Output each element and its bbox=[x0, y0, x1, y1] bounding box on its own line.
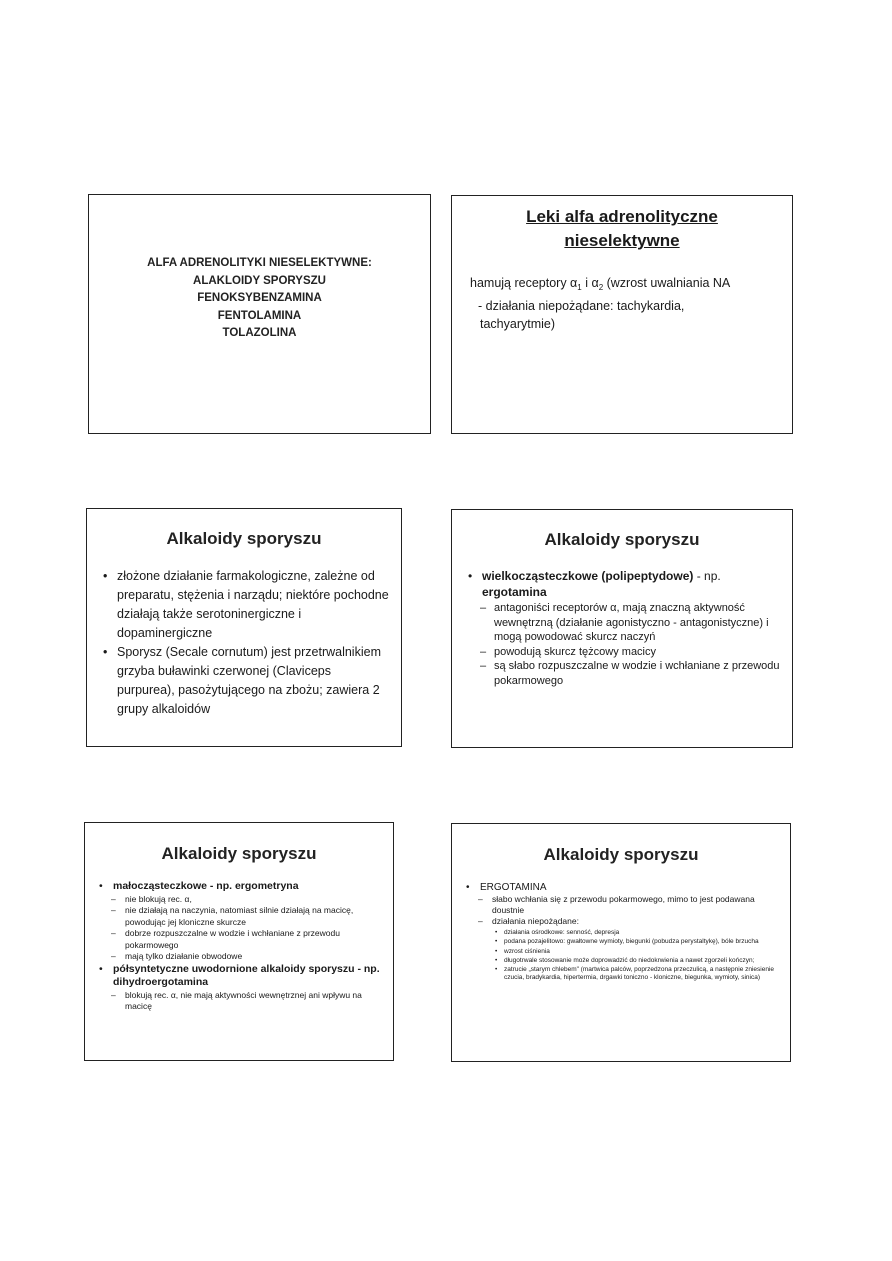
sub-item: – mają tylko działanie obwodowe bbox=[111, 951, 385, 963]
sub-item: – antagoniści receptorów α, mają znaczną aktywność wewnętrzną (działanie agonistyczno - antagonistyczne) i mogą powodować skurcz naczyń bbox=[480, 601, 784, 645]
sub-item: – dobrze rozpuszczalne w wodzie i wchłaniane z przewodu pokarmowego bbox=[111, 928, 385, 951]
bullet-list bbox=[101, 567, 391, 719]
slide-title: Alkaloidy sporyszu bbox=[161, 844, 317, 863]
bullet-list bbox=[466, 568, 784, 688]
sub-list bbox=[97, 894, 385, 963]
sub-item: – nie blokują rec. α, bbox=[111, 894, 385, 906]
slide-1-line: ALFA ADRENOLITYKI NIESELEKTYWNE: bbox=[147, 257, 372, 269]
sub-item: – blokują rec. α, nie mają aktywności wewnętrznej ani wpływu na macicę bbox=[111, 990, 385, 1013]
slide-title: Alkaloidy sporyszu bbox=[544, 530, 700, 549]
slide-2-line-1 bbox=[470, 274, 780, 297]
text-part: - np. bbox=[693, 569, 721, 583]
sub-list bbox=[97, 990, 385, 1013]
sub-item: – działania niepożądane: bbox=[478, 916, 782, 927]
slide-1-line: ALAKLOIDY SPORYSZU bbox=[193, 274, 326, 287]
sub-item: – słabo wchłania się z przewodu pokarmowego, mimo to jest podawana doustnie bbox=[478, 894, 782, 916]
slide-2-line-2: - działania niepożądane: tachykardia, bbox=[478, 299, 685, 313]
slide-1 bbox=[88, 194, 431, 434]
sub-item: – nie działają na naczynia, natomiast silnie działają na macicę, powodując jej kloniczne skurcze bbox=[111, 905, 385, 928]
effect-item: • wzrost ciśnienia bbox=[494, 948, 782, 956]
bold-text: wielkocząsteczkowe (polipeptydowe) bbox=[482, 569, 694, 583]
slide-title: Alkaloidy sporyszu bbox=[166, 529, 322, 548]
effect-item: • działania ośrodkowe: senność, depresja bbox=[494, 929, 782, 937]
slide-1-line: FENTOLAMINA bbox=[217, 309, 302, 322]
sub-item: – powodują skurcz tężcowy macicy bbox=[480, 645, 784, 660]
slide-1-line: TOLAZOLINA bbox=[222, 327, 297, 339]
bullet-list bbox=[97, 880, 385, 1013]
bold-text: małocząsteczkowe - np. ergometryna bbox=[113, 880, 299, 892]
slide-1-text bbox=[89, 255, 430, 343]
sub-list bbox=[466, 601, 784, 688]
sub-list bbox=[464, 894, 782, 927]
slide-2 bbox=[451, 195, 793, 434]
slide-2-body bbox=[470, 274, 780, 333]
slide-2-title bbox=[452, 205, 792, 253]
effect-item: • podana pozajelitowo: gwałtowne wymioty, biegunki (pobudza perystaltykę), bóle brzucha bbox=[494, 938, 782, 946]
subscript: 1 bbox=[577, 283, 582, 292]
effect-item: • zatrucie „starym chlebem" (martwica palców, poprzedzona przeczulicą, a następnie zniesienie czucia, bradykardia, hipertermia, drgawki toniczno - kloniczne, biegunka, wymioty, sinica) bbox=[494, 966, 782, 983]
text-part: i α bbox=[581, 276, 599, 290]
slide-3 bbox=[86, 508, 402, 747]
bold-text: ergotamina bbox=[482, 585, 547, 599]
slide-1-line: FENOKSYBENZAMINA bbox=[197, 292, 322, 304]
bullet-list bbox=[464, 881, 782, 984]
sub-item: – są słabo rozpuszczalne w wodzie i wchłaniane z przewodu pokarmowego bbox=[480, 659, 784, 688]
slide-title: Alkaloidy sporyszu bbox=[543, 845, 699, 864]
text-part: hamują receptory α bbox=[470, 276, 578, 290]
subscript: 2 bbox=[598, 283, 604, 292]
bold-text: półsyntetyczne uwodornione alkaloidy sporyszu - np. dihydroergotamina bbox=[113, 962, 380, 988]
list-item: • ERGOTAMINA bbox=[464, 881, 782, 894]
list-item bbox=[466, 568, 784, 600]
list-item bbox=[97, 880, 385, 894]
slide-6 bbox=[451, 823, 791, 1062]
list-item: • Sporysz (Secale cornutum) jest przetrwalnikiem grzyba buławinki czerwonej (Claviceps purpurea), pasożytującego na zbożu; zawiera 2 grupy alkaloidów bbox=[101, 643, 391, 719]
slide-2-title-line: nieselektywne bbox=[564, 231, 680, 250]
slide-5 bbox=[84, 822, 394, 1061]
effects-list bbox=[464, 929, 782, 983]
slide-2-line-3: tachyarytmie) bbox=[480, 317, 556, 331]
text-part: (wzrost uwalniania NA bbox=[603, 276, 731, 290]
effect-item: • długotrwale stosowanie może doprowadzić do niedokrwienia a nawet zgorzeli kończyn; bbox=[494, 957, 782, 965]
slide-4 bbox=[451, 509, 793, 748]
list-item: • złożone działanie farmakologiczne, zależne od preparatu, stężenia i narządu; niektóre pochodne działają także serotoninergiczne i dopaminergiczne bbox=[101, 567, 391, 643]
slide-2-title-line: Leki alfa adrenolityczne bbox=[526, 207, 718, 226]
list-item bbox=[97, 963, 385, 990]
